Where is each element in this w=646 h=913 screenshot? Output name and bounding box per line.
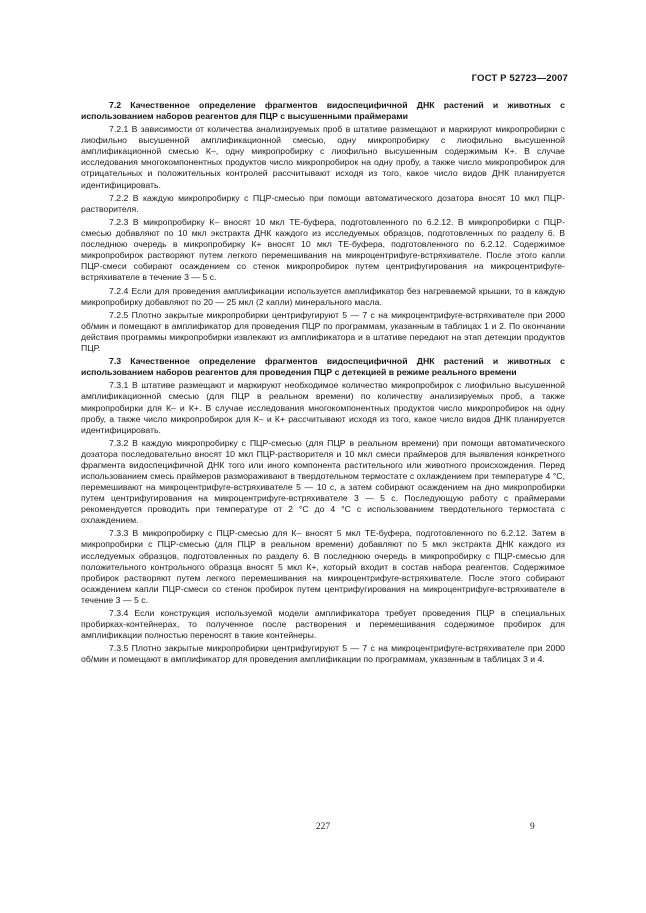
paragraph-7-3-4: 7.3.4 Если конструкция используемой модели амплификатора требует проведения ПЦР в специальных пробирках-контейнерах, то полученное после растворения и перемешивания содержимое пробирок для амплификации полностью переносят в такие контейнеры.	[81, 607, 565, 641]
section-heading-7-3: 7.3 Качественное определение фрагментов видоспецифичной ДНК растений и животных с использованием наборов реагентов для проведения ПЦР с детекцией в режиме реального времени	[81, 356, 565, 378]
paragraph-7-3-1: 7.3.1 В штативе размещают и маркируют необходимое количество микропробирок с лиофильно высушенной амплификационной смесью (для ПЦР в реальном времени) по количеству анализируемых проб, а также микропробирки для К– и К+. В случае исследования многокомпонентных продуктов число микропробирок на одну пробу, а также число микропробирок для К– и К+ рассчитывают исходя из того, какое число видов ДНК планируется идентифицировать.	[81, 380, 565, 435]
paragraph-7-3-5: 7.3.5 Плотно закрытые микропробирки центрифугируют 5 — 7 с на микроцентрифуге-встряхивателе при 2000 об/мин и помещают в амплификатор для проведения амплификации по программам, указанным в таблицах 3 и 4.	[81, 643, 565, 665]
paragraph-7-2-5: 7.2.5 Плотно закрытые микропробирки центрифугируют 5 — 7 с на микроцентрифуге-встряхивателе при 2000 об/мин и помещают в амплификатор для проведения ПЦР по программам, указанным в таблицах 1 и 2. По окончании действия программы микропробирки извлекают из амплификатора и в штативе передают на этап детекции продуктов ПЦР.	[81, 309, 565, 353]
paragraph-7-2-3: 7.2.3 В микропробирку К– вносят 10 мкл ТЕ-буфера, подготовленного по 6.2.12. В микропробирки с ПЦР-смесью добавляют по 10 мкл экстракта ДНК каждого из исследуемых образцов, подготовленных по разделу 6. В последнюю очередь в микропробирку К+ вносят 10 мкл ТЕ-буфера, подготовленного по 6.2.12. Содержимое микропробирок растворяют путем легкого перемешивания на микроцентрифуге-встряхивателе. После этого капли ПЦР-смеси собирают осаждением со стенок микропробирок путем центрифугирования на микроцентрифуге-встряхивателе в течение 3 — 5 с.	[81, 217, 565, 283]
paragraph-7-2-4: 7.2.4 Если для проведения амплификации используется амплификатор без нагреваемой крышки, то в каждую микропробирку добавляют по 20 — 25 мкл (2 капли) минерального масла.	[81, 285, 565, 307]
sheet-number: 9	[530, 822, 535, 832]
document-body	[81, 100, 565, 668]
section-heading-7-2: 7.2 Качественное определение фрагментов видоспецифичной ДНК растений и животных с использованием наборов реагентов для ПЦР с высушенными праймерами	[81, 100, 565, 122]
document-code: ГОСТ Р 52723—2007	[471, 73, 568, 84]
paragraph-7-3-3: 7.3.3 В микропробирку с ПЦР-смесью для К– вносят 5 мкл ТЕ-буфера, подготовленного по 6.2.12. Затем в микропробирки с ПЦР-смесью (для ПЦР в реальном времени) добавляют по 5 мкл экстракта ДНК каждого из исследуемых образцов, подготовленных по разделу 6. В последнюю очередь в микропробирку с ПЦР-смесью для положительного контрольного образца вносят 5 мкл К+, который входит в состав набора реагентов. Содержимое пробирок растворяют путем легкого перемешивания на микроцентрифуге-встряхивателе. После этого собирают осаждением капли ПЦР-смеси со стенок пробирок путем центрифугирования на микроцентрифуге-встряхивателе в течение 3 — 5 с.	[81, 528, 565, 605]
page-number: 227	[315, 822, 331, 832]
paragraph-7-2-1: 7.2.1 В зависимости от количества анализируемых проб в штативе размещают и маркируют микропробирки с лиофильно высушенной амплификационной смесью, одну микропробирку с лиофильно высушенной амплификационной смесью К–, одну микропробирку с лиофильно высушенным содержимым К+. В случае исследования многокомпонентных продуктов число микропробирок на одну пробу, а также число микропробирок для отрицательных и положительных контролей рассчитывают исходя из того, какое число видов ДНК планируется идентифицировать.	[81, 124, 565, 190]
paragraph-7-2-2: 7.2.2 В каждую микропробирку с ПЦР-смесью при помощи автоматического дозатора вносят 10 мкл ПЦР-растворителя.	[81, 192, 565, 214]
paragraph-7-3-2: 7.3.2 В каждую микропробирку с ПЦР-смесью (для ПЦР в реальном времени) при помощи автоматического дозатора последовательно вносят 10 мкл ПЦР-растворителя и 10 мкл смеси праймеров для выявления конкретного фрагмента видоспецифичной ДНК того или иного компонента растительного или животного происхождения. Перед использованием смесь праймеров размораживают в твердотельном термостате с охлаждением при температуре 4 °С, перемешивают на микроцентрифуге-встряхивателе 5 — 10 с, а затем собирают осаждением на дно микропробирки путем центрифугирования на микроцентрифуге-встряхивателе 3 — 5 с. Последующую работу с праймерами рекомендуется проводить при температуре от 2 °С до 4 °С с использованием твердотельного термостата с охлаждением.	[81, 437, 565, 526]
